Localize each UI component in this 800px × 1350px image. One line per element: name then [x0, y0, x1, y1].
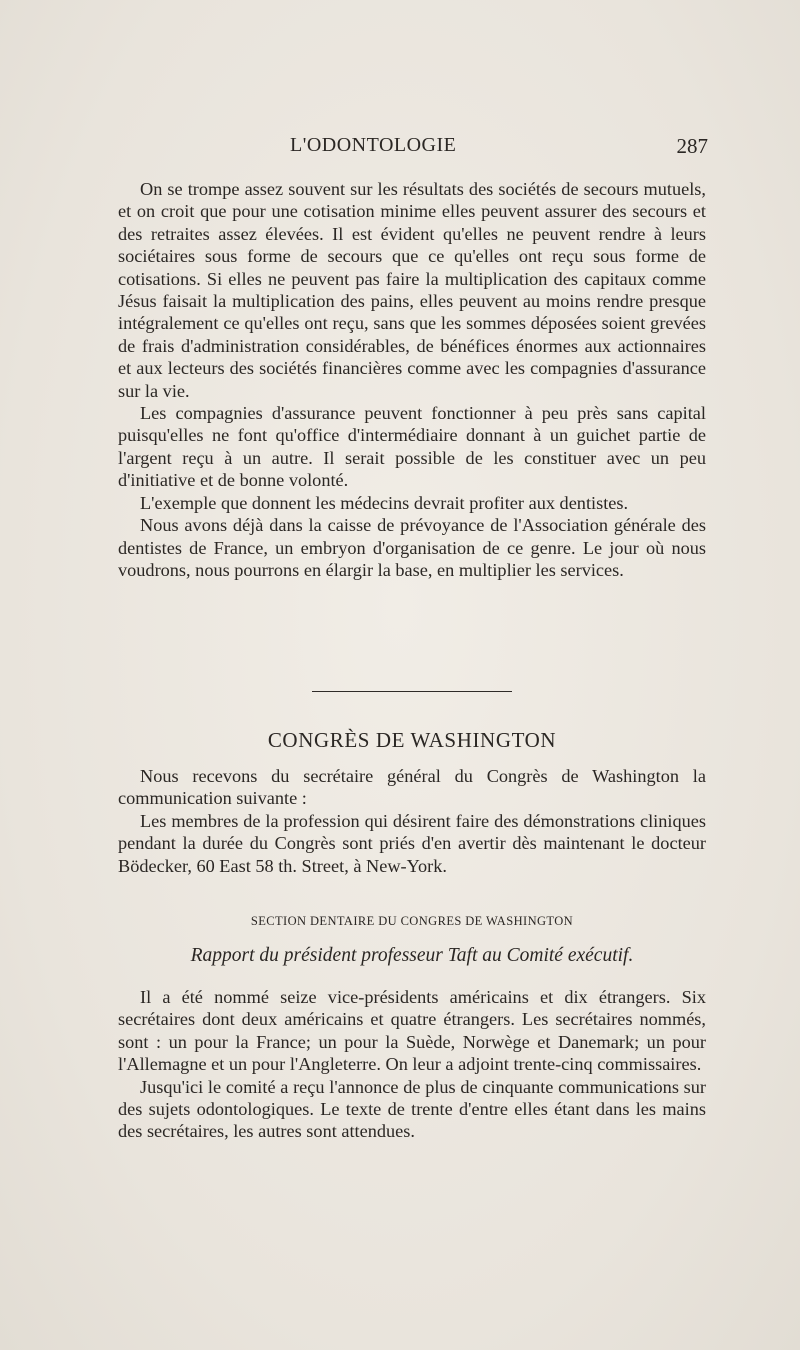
paragraph: Nous avons déjà dans la caisse de prévoyance de l'Association générale des dentistes de France, un embryon d'organisation de ce genre. Le jour où nous voudrons, nous pourrons en élargir la base, en multiplier les services.: [118, 515, 706, 580]
section-divider: [312, 691, 512, 692]
paragraph: Les membres de la profession qui désirent faire des démonstrations cliniques pendant la durée du Congrès sont priés d'en avertir dès maintenant le docteur Bödecker, 60 East 58 th. Street, à New-York.: [118, 810, 706, 876]
paragraph: L'exemple que donnent les médecins devrait profiter aux dentistes.: [140, 492, 629, 513]
paragraph: Il a été nommé seize vice-présidents américains et dix étrangers. Six secrétaires dont deux américains et quatre étrangers. Les secrétaires nommés, sont : un pour la France; un pour la Suède, Norwège et Danemark; un pour l'Allemagne et un pour l'Angleterre. On leur a adjoint trente-cinq commissaires.: [118, 987, 706, 1075]
paragraph: On se trompe assez souvent sur les résultats des sociétés de secours mutuels, et on croit que pour une cotisation minime elles peuvent assurer des secours et des retraites assez élevées. Il est évident qu'elles ne peuvent rendre à leurs sociétaires sous forme de secours que ce qu'elles ont reçu sous forme de cotisations. Si elles ne peuvent pas faire la multiplication des capitaux comme Jésus faisait la multiplication des pains, elles peuvent au moins rendre presque intégralement ce qu'elles ont reçu, sans que les sommes déposées soient grevées de frais d'administration considérables, de bénéfices énormes aux actionnaires et aux lecteurs des sociétés financières comme avec les compagnies d'assurance sur la vie.: [118, 179, 706, 401]
running-title: L'ODONTOLOGIE: [290, 134, 457, 156]
section-title: CONGRÈS DE WASHINGTON: [267, 728, 557, 752]
report-body: [118, 986, 706, 1143]
article-body-top: [118, 178, 706, 581]
paragraph: Les compagnies d'assurance peuvent fonctionner à peu près sans capital puisqu'elles ne font qu'office d'intermédiaire donnant à un guichet partie de l'argent reçu à un autre. Il serait possible de les constituer avec un peu d'initiative et de bonne volonté.: [118, 403, 706, 491]
section-body: [118, 765, 706, 877]
page-header: [118, 134, 708, 162]
page-number: 287: [676, 134, 708, 158]
subheading: SECTION DENTAIRE DU CONGRES DE WASHINGTON: [250, 914, 574, 928]
report-title: Rapport du président professeur Taft au Comité exécutif.: [190, 945, 634, 966]
paragraph: Nous recevons du secrétaire général du Congrès de Washington la communication suivante :: [118, 766, 706, 809]
paragraph: Jusqu'ici le comité a reçu l'annonce de plus de cinquante communications sur des sujets odontologiques. Le texte de trente d'entre elles étant dans les mains des secrétaires, les autres sont attendues.: [118, 1076, 706, 1142]
